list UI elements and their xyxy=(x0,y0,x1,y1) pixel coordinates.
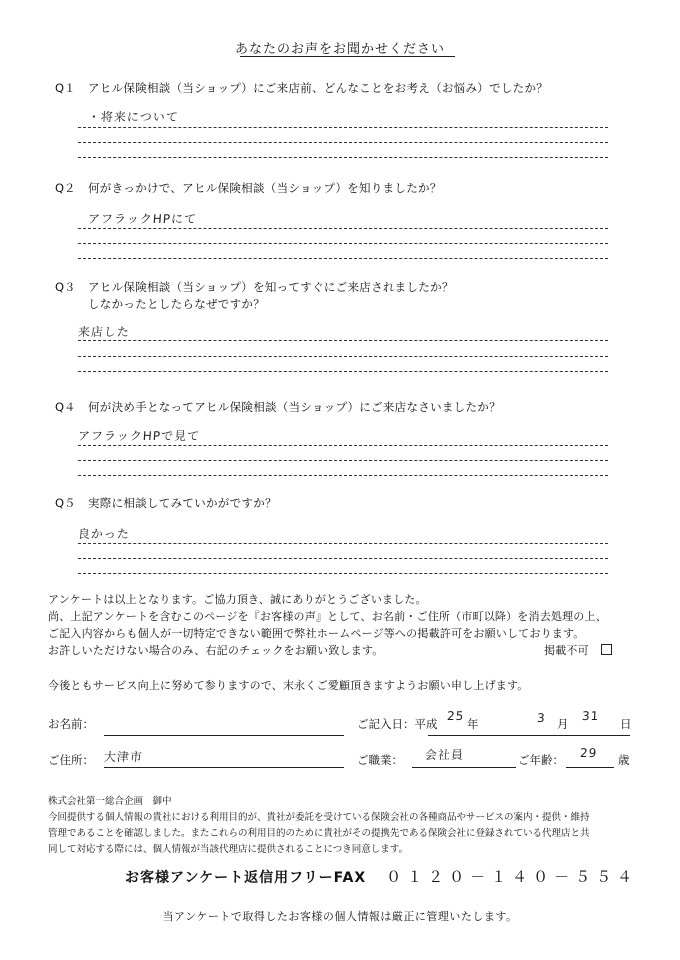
address-value[interactable]: 大津市 xyxy=(103,750,144,764)
age-unit: 歳 xyxy=(618,753,630,767)
q3-text: アヒル保険相談（当ショップ）を知ってすぐにご来店されましたか？ xyxy=(88,280,454,294)
q4-answer[interactable]: アフラックHPで見て xyxy=(77,429,201,443)
q4-text: 何が決め手となってアヒル保険相談（当ショップ）にご来店なさいましたか？ xyxy=(88,400,501,414)
page-title: あなたのお声をお聞かせください xyxy=(234,42,445,57)
q1-answer[interactable]: ・将来について xyxy=(87,110,180,124)
age-underline xyxy=(566,767,614,768)
q2-answer[interactable]: アフラックHPにて xyxy=(87,212,198,226)
q2-answer-line-3 xyxy=(78,258,608,259)
company-addressee: 株式会社第一総合企画 御中 xyxy=(48,796,172,807)
q5-answer-line-3 xyxy=(78,573,608,574)
name-label: お名前： xyxy=(48,717,94,731)
privacy-line-2: 管理であることを確認しました。またこれらの利用目的のために貴社がその提携先である保険会社に登録されている代理店と共 xyxy=(48,828,590,839)
q5-answer[interactable]: 良かった xyxy=(77,527,131,541)
q4-answer-line-1 xyxy=(78,445,608,446)
title-underline xyxy=(240,56,455,57)
address-label: ご住所： xyxy=(48,753,94,767)
q2-number: Q２ xyxy=(55,181,76,195)
job-underline xyxy=(412,767,516,768)
date-label: ご記入日：平成 xyxy=(357,717,438,731)
q1-answer-line-1 xyxy=(78,127,608,128)
q3-number: Q３ xyxy=(55,280,76,294)
q1-number: Q１ xyxy=(55,81,76,95)
q5-answer-line-2 xyxy=(78,558,608,559)
job-label: ご職業： xyxy=(357,753,403,767)
q2-text: 何がきっかけで、アヒル保険相談（当ショップ）を知りましたか？ xyxy=(88,181,442,195)
q3-text-line2: しなかったとしたらなぜですか？ xyxy=(88,297,265,311)
date-underline xyxy=(428,735,630,736)
fax-label: お客様アンケート返信用フリーFAX xyxy=(125,870,367,886)
privacy-line-1: 今回提供する個人情報の貴社における利用目的が、貴社が委託を受けている保険会社の各種商品やサービスの案内・提供・維持 xyxy=(48,812,590,823)
age-value[interactable]: 29 xyxy=(579,746,598,760)
year-unit: 年 xyxy=(467,717,479,731)
q5-text: 実際に相談してみていかがですか？ xyxy=(88,496,277,510)
day-unit: 日 xyxy=(620,717,632,731)
q3-answer-line-1 xyxy=(78,340,608,341)
fax-number[interactable]: ０１２０－１４０－５５４ xyxy=(386,868,639,886)
age-label: ご年齢： xyxy=(518,753,564,767)
privacy-line-3: 同して対応する際には、個人情報が当該代理店に提供されることにつき同意します。 xyxy=(48,844,409,855)
q4-answer-line-3 xyxy=(78,475,608,476)
q3-answer-line-2 xyxy=(78,356,608,357)
notice-closing: 今後ともサービス向上に努めて参りますので、末永くご愛顧頂きますようお願い申し上げます。 xyxy=(48,679,529,692)
q3-answer[interactable]: 来店した xyxy=(77,325,131,339)
date-month[interactable]: 3 xyxy=(536,711,547,725)
q2-answer-line-2 xyxy=(78,243,608,244)
notice-line-4: お許しいただけない場合のみ、右記のチェックをお願い致します。 xyxy=(48,644,384,657)
q3-answer-line-3 xyxy=(78,371,608,372)
privacy-footer: 当アンケートで取得したお客様の個人情報は厳正に管理いたします。 xyxy=(162,910,518,923)
date-year[interactable]: 25 xyxy=(446,709,465,723)
q2-answer-line-1 xyxy=(78,228,608,229)
q1-text: アヒル保険相談（当ショップ）にご来店前、どんなことをお考え（お悩み）でしたか？ xyxy=(88,81,549,95)
no-publish-checkbox[interactable] xyxy=(601,644,612,655)
date-day[interactable]: 31 xyxy=(581,709,600,723)
notice-line-2: 尚、上記アンケートを含むこのページを『お客様の声』として、お名前・ご住所（市町以降）を消去処理の上、 xyxy=(48,610,607,623)
job-value[interactable]: 会社員 xyxy=(424,748,465,762)
no-publish-label: 掲載不可 xyxy=(544,644,589,657)
name-underline xyxy=(104,735,344,736)
notice-thanks: アンケートは以上となります。ご協力頂き、誠にありがとうございました。 xyxy=(48,593,427,606)
q4-answer-line-2 xyxy=(78,460,608,461)
q5-answer-line-1 xyxy=(78,543,608,544)
fax-line xyxy=(125,866,638,887)
q1-answer-line-3 xyxy=(78,157,608,158)
notice-line-3: ご記入内容からも個人が一切特定できない範囲で弊社ホームページ等への掲載許可をお願いしております。 xyxy=(48,627,585,640)
address-underline xyxy=(104,767,344,768)
no-publish-check[interactable] xyxy=(544,643,612,660)
q5-number: Q５ xyxy=(55,496,76,510)
month-unit: 月 xyxy=(557,717,569,731)
q4-number: Q４ xyxy=(55,400,76,414)
q1-answer-line-2 xyxy=(78,142,608,143)
